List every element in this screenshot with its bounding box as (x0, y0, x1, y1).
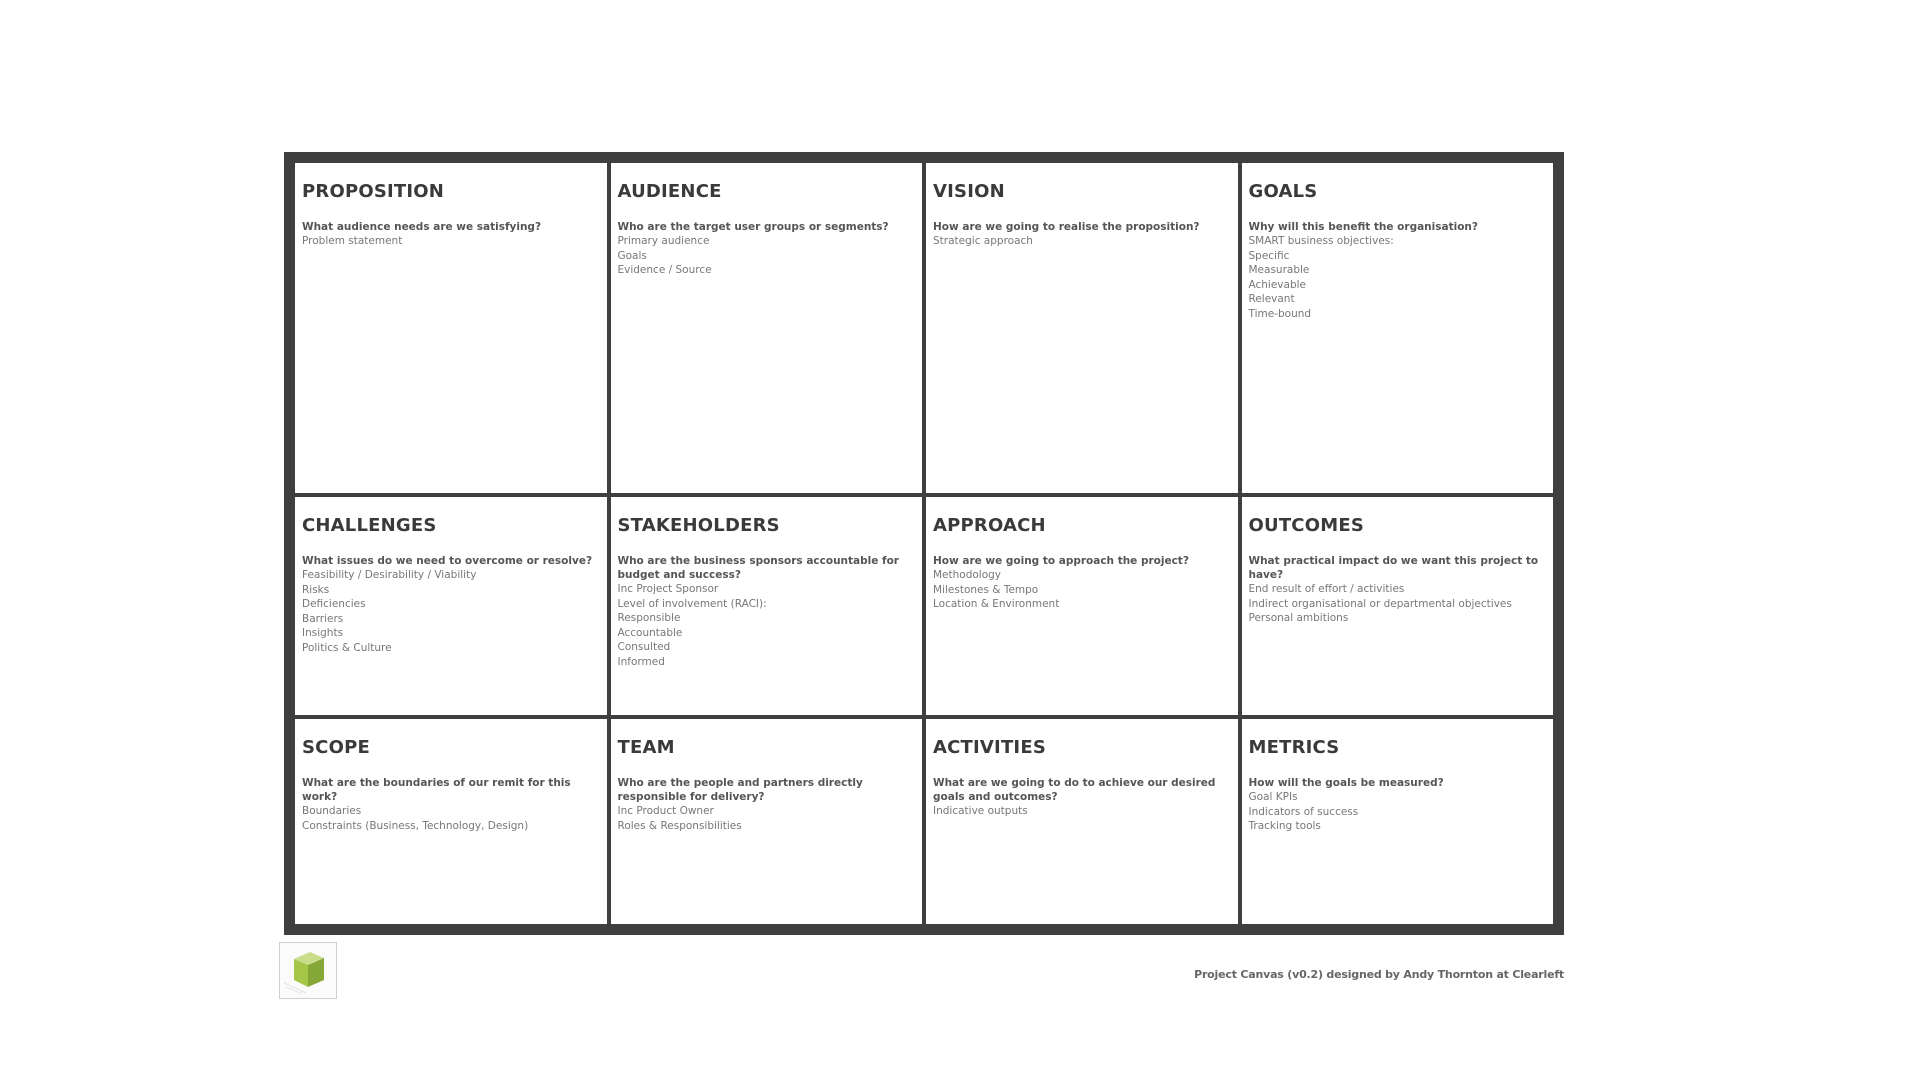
cell-prompt-list (618, 582, 915, 669)
cell-question: How are we going to approach the project? (933, 555, 1189, 567)
cell-prompt-item: Deficiencies (302, 598, 366, 610)
cell-prompt-list (618, 804, 915, 833)
cell-prompt-list (1249, 234, 1546, 321)
canvas-cell-activities (926, 719, 1238, 924)
cell-prompt-item: Consulted (617, 641, 671, 653)
cell-prompt-item: Milestones & Tempo (933, 583, 1039, 596)
clearleft-cube-icon (280, 943, 336, 998)
cell-question: Why will this benefit the organisation? (1248, 221, 1478, 233)
cell-prompt-item: Goal KPIs (1248, 791, 1298, 803)
cell-title: SCOPE (302, 737, 370, 758)
cell-prompt-item: Goals (617, 249, 647, 262)
canvas-cell-team (611, 719, 923, 924)
cell-title: STAKEHOLDERS (617, 515, 780, 536)
canvas-cell-approach (926, 497, 1238, 715)
cell-question: What are we going to do to achieve our desired goals and outcomes? (933, 777, 1216, 803)
cell-prompt-item: Inc Product Owner (617, 805, 714, 817)
cell-prompt-item: Risks (302, 583, 330, 596)
cell-title: TEAM (617, 737, 675, 758)
project-canvas (284, 152, 1564, 935)
cell-prompt-list (618, 234, 915, 278)
canvas-cell-challenges (295, 497, 607, 715)
cell-prompt-list (302, 804, 599, 833)
cell-prompt-list (302, 234, 599, 249)
cell-title: VISION (933, 181, 1005, 202)
cell-prompt-item: Boundaries (302, 805, 362, 817)
cell-question: What audience needs are we satisfying? (302, 221, 542, 233)
cell-prompt-item: Indicative outputs (933, 805, 1028, 817)
canvas-cell-scope (295, 719, 607, 924)
canvas-cell-vision (926, 163, 1238, 493)
canvas-cell-proposition (295, 163, 607, 493)
cell-prompt-item: Roles & Responsibilities (617, 819, 742, 832)
cell-prompt-item: Politics & Culture (302, 641, 392, 654)
cell-prompt-item: Strategic approach (933, 235, 1033, 247)
cell-title: PROPOSITION (302, 181, 445, 202)
cell-prompt-item: End result of effort / activities (1248, 583, 1405, 595)
cell-prompt-list (933, 234, 1230, 249)
cell-question: What practical impact do we want this project to have? (1248, 555, 1539, 581)
cell-prompt-list (1249, 582, 1546, 626)
canvas-cell-metrics (1242, 719, 1554, 924)
cell-prompt-item: Evidence / Source (617, 264, 712, 276)
cell-prompt-list (302, 568, 599, 655)
cell-prompt-list (933, 804, 1230, 819)
cell-prompt-item: Specific (1248, 249, 1290, 262)
cell-prompt-item: Achievable (1248, 278, 1306, 291)
cell-title: GOALS (1248, 181, 1318, 202)
credit-line: Project Canvas (v0.2) designed by Andy Thornton at Clearleft (1194, 968, 1564, 981)
cell-prompt-item: Feasibility / Desirability / Viability (302, 569, 477, 581)
cell-prompt-item: Informed (617, 655, 665, 668)
cell-title: AUDIENCE (617, 181, 722, 202)
cell-prompt-item: Primary audience (617, 235, 710, 247)
cell-prompt-list (933, 568, 1230, 612)
cell-prompt-item: Responsible (617, 612, 681, 624)
clearleft-logo (279, 942, 337, 999)
cell-prompt-item: Methodology (933, 569, 1002, 581)
cell-question: What are the boundaries of our remit for this work? (302, 777, 571, 803)
canvas-grid (295, 163, 1553, 924)
cell-prompt-item: Barriers (302, 612, 344, 625)
cell-prompt-item: Relevant (1248, 293, 1295, 305)
cell-prompt-item: Inc Project Sponsor (617, 583, 719, 595)
cell-prompt-item: Time-bound (1248, 307, 1312, 320)
cell-prompt-item: Level of involvement (RACI): (617, 597, 767, 610)
cell-prompt-list (1249, 790, 1546, 834)
canvas-cell-goals (1242, 163, 1554, 493)
cell-prompt-item: Indicators of success (1248, 805, 1359, 818)
cell-prompt-item: Constraints (Business, Technology, Design) (302, 819, 529, 832)
cell-question: How are we going to realise the proposition? (933, 221, 1200, 233)
cell-prompt-item: Indirect organisational or departmental objectives (1248, 597, 1512, 610)
cell-question: What issues do we need to overcome or resolve? (302, 555, 593, 567)
cell-prompt-item: Problem statement (302, 235, 403, 247)
cell-prompt-item: Insights (302, 627, 344, 639)
cell-prompt-item: Personal ambitions (1248, 612, 1349, 624)
cell-prompt-item: SMART business objectives: (1248, 235, 1394, 247)
cell-title: ACTIVITIES (933, 737, 1046, 758)
cell-title: METRICS (1248, 737, 1340, 758)
cell-title: APPROACH (933, 515, 1046, 536)
cell-prompt-item: Location & Environment (933, 598, 1060, 610)
cell-question: Who are the business sponsors accountable for budget and success? (617, 555, 899, 581)
cell-prompt-item: Accountable (617, 626, 683, 639)
cell-prompt-item: Measurable (1248, 264, 1310, 276)
cell-title: OUTCOMES (1248, 515, 1364, 536)
cell-prompt-item: Tracking tools (1248, 820, 1321, 832)
cell-question: Who are the people and partners directly responsible for delivery? (617, 777, 863, 803)
canvas-cell-stakeholders (611, 497, 923, 715)
canvas-cell-outcomes (1242, 497, 1554, 715)
cell-title: CHALLENGES (302, 515, 437, 536)
cell-question: How will the goals be measured? (1248, 777, 1444, 789)
canvas-cell-audience (611, 163, 923, 493)
cell-question: Who are the target user groups or segments? (617, 221, 889, 233)
